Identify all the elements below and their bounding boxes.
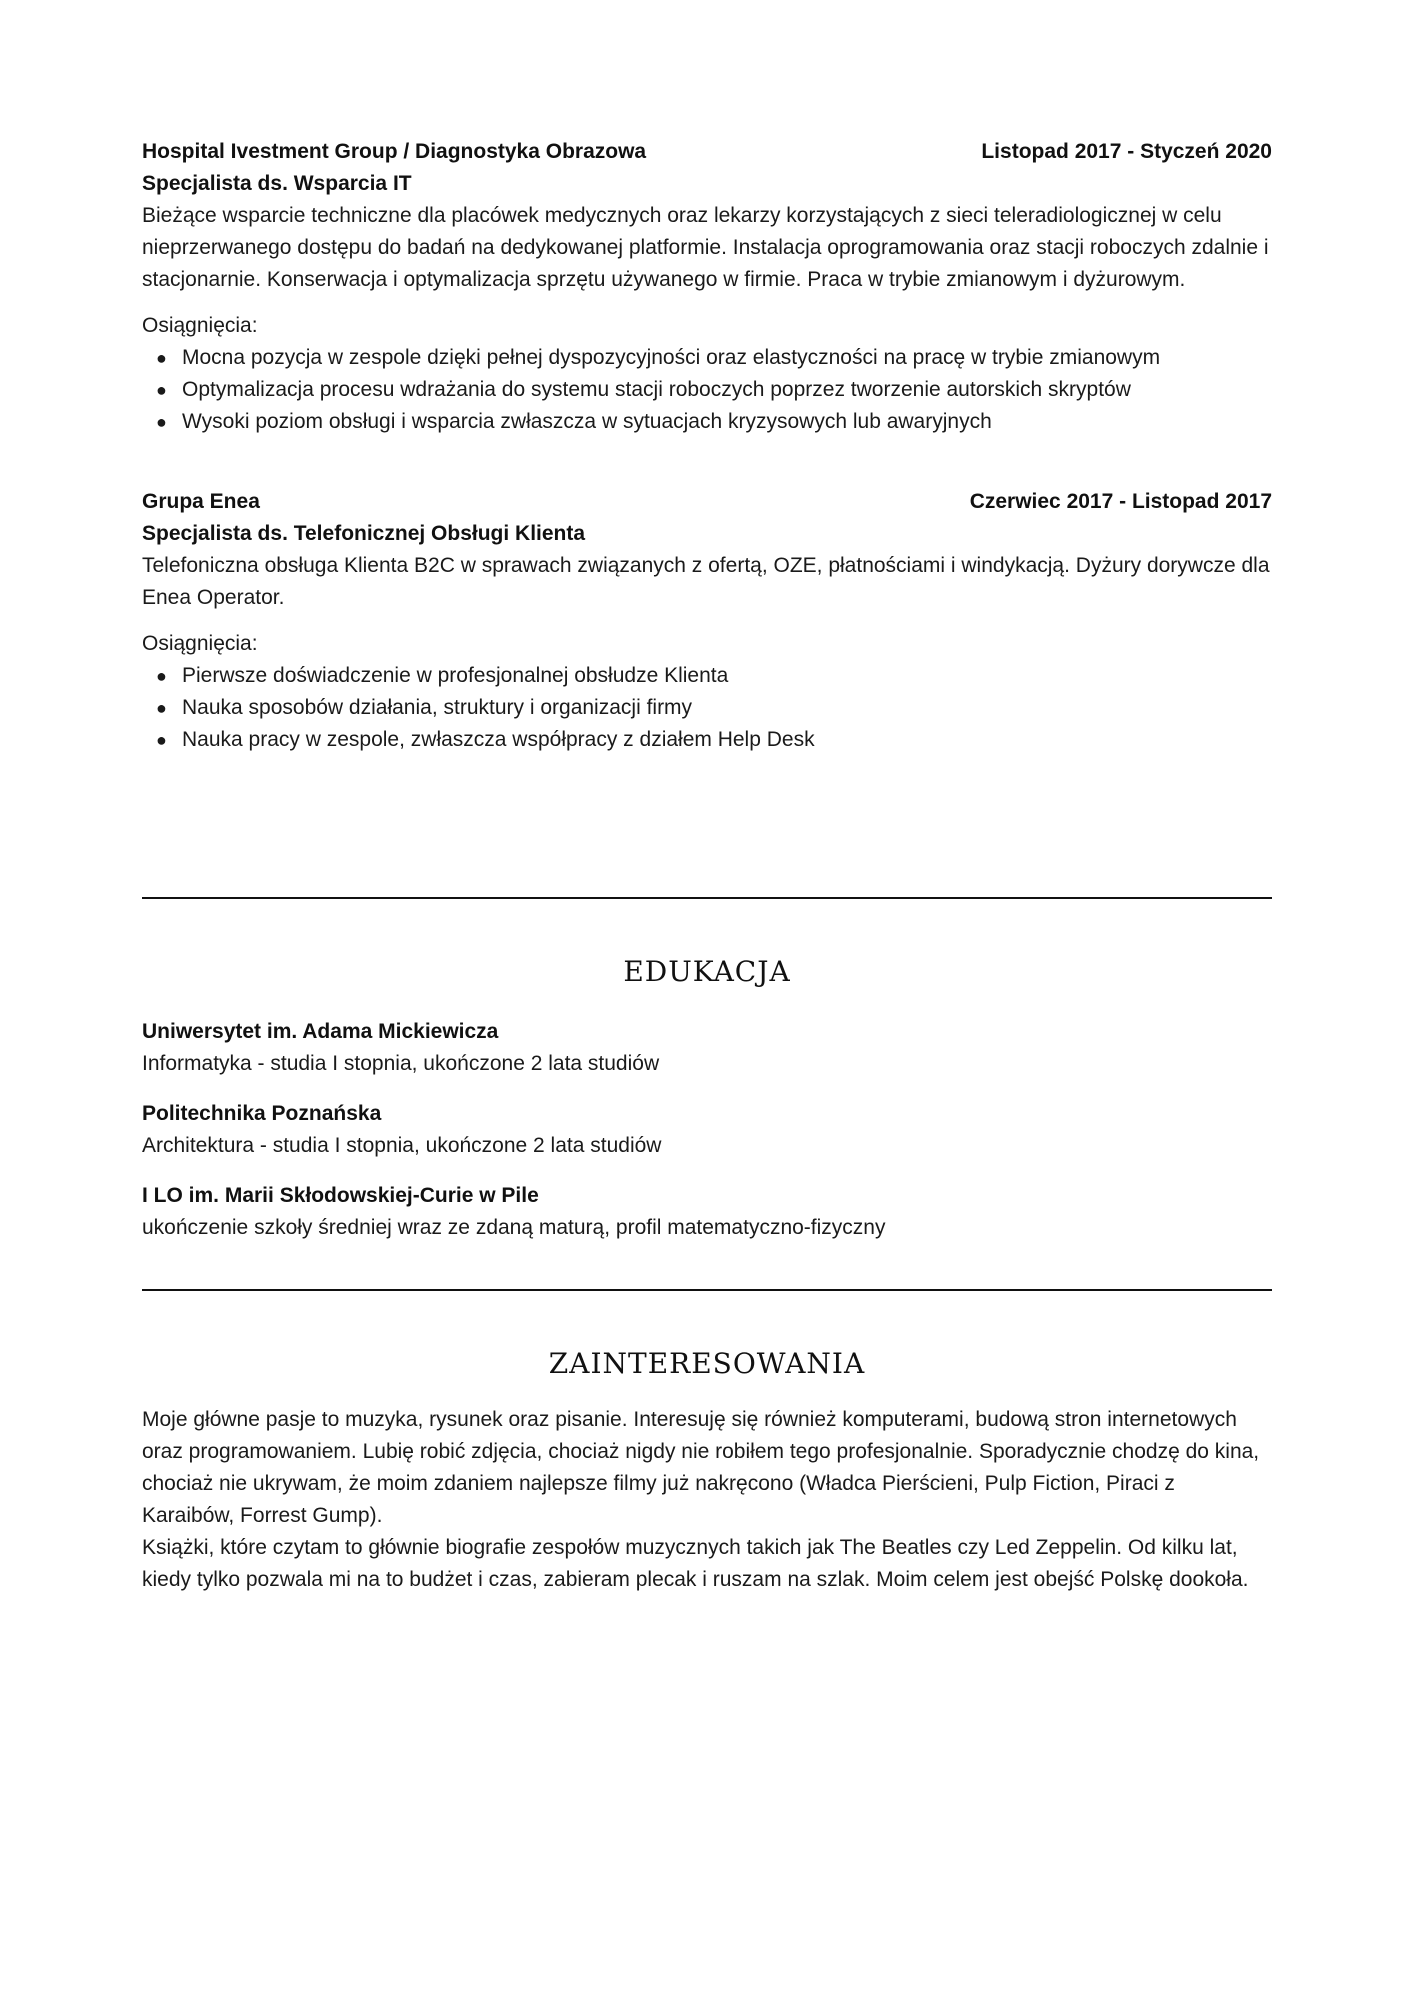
job-description: Telefoniczna obsługa Klienta B2C w sprawach związanych z ofertą, OZE, płatnościami i windykacją. Dyżury dorywcze dla Enea Operator. xyxy=(142,554,1270,609)
education-item xyxy=(142,1180,1272,1244)
section-divider xyxy=(142,897,1272,899)
interests-section xyxy=(142,1404,1272,1596)
job-dates: Czerwiec 2017 - Listopad 2017 xyxy=(969,490,1272,513)
school-name: I LO im. Marii Skłodowskiej-Curie w Pile xyxy=(142,1184,539,1207)
school-name: Politechnika Poznańska xyxy=(142,1102,382,1125)
education-heading: EDUKACJA xyxy=(623,955,791,988)
school-description: Architektura - studia I stopnia, ukończone 2 lata studiów xyxy=(142,1134,662,1157)
experience-section xyxy=(142,136,1272,756)
education-item xyxy=(142,1098,1272,1162)
achievement-item: ● Optymalizacja procesu wdrażania do systemu stacji roboczych poprzez tworzenie autorskich skryptów xyxy=(182,374,1272,406)
school-description: Informatyka - studia I stopnia, ukończone 2 lata studiów xyxy=(142,1052,660,1075)
bullet-icon: ● xyxy=(156,698,167,718)
bullet-icon: ● xyxy=(156,348,167,368)
job-title: Specjalista ds. Telefonicznej Obsługi Klienta xyxy=(142,522,586,545)
bullet-icon: ● xyxy=(156,412,167,432)
education-section xyxy=(142,1016,1272,1244)
achievements-label: Osiągnięcia: xyxy=(142,314,258,337)
job-entry xyxy=(142,486,1272,756)
achievement-item: ● Nauka sposobów działania, struktury i organizacji firmy xyxy=(182,692,1272,724)
achievement-item: ● Wysoki poziom obsługi i wsparcia zwłaszcza w sytuacjach kryzysowych lub awaryjnych xyxy=(182,406,1272,438)
job-description: Bieżące wsparcie techniczne dla placówek medycznych oraz lekarzy korzystających z sieci teleradiologicznej w celu nieprzerwanego dostępu do badań na dedykowanej platformie. Instalacja oprogramowania oraz stacji roboczych zdalnie i stacjonarnie. Konserwacja i optymalizacja sprzętu używanego w firmie. Praca w trybie zmianowym i dyżurowym. xyxy=(142,204,1269,291)
company-name: Grupa Enea xyxy=(142,490,260,513)
job-entry xyxy=(142,136,1272,438)
job-title: Specjalista ds. Wsparcia IT xyxy=(142,172,412,195)
achievements-list xyxy=(142,660,1272,756)
school-description: ukończenie szkoły średniej wraz ze zdaną maturą, profil matematyczno-fizyczny xyxy=(142,1216,886,1239)
bullet-icon: ● xyxy=(156,730,167,750)
interests-paragraph: Moje główne pasje to muzyka, rysunek oraz pisanie. Interesuję się również komputerami, budową stron internetowych oraz programowaniem. Lubię robić zdjęcia, chociaż nigdy nie robiłem tego profesjonalnie. Sporadycznie chodzę do kina, chociaż nie ukrywam, że moim zdaniem najlepsze filmy już nakręcono (Władca Pierścieni, Pulp Fiction, Piraci z Karaibów, Forrest Gump). xyxy=(142,1408,1260,1527)
achievements-label: Osiągnięcia: xyxy=(142,632,258,655)
education-item xyxy=(142,1016,1272,1080)
bullet-icon: ● xyxy=(156,666,167,686)
section-divider xyxy=(142,1289,1272,1291)
interests-paragraph: Książki, które czytam to głównie biografie zespołów muzycznych takich jak The Beatles czy Led Zeppelin. Od kilku lat, kiedy tylko pozwala mi na to budżet i czas, zabieram plecak i ruszam na szlak. Moim celem jest obejść Polskę dookoła. xyxy=(142,1536,1249,1591)
job-header xyxy=(142,486,1272,518)
bullet-icon: ● xyxy=(156,380,167,400)
achievement-item: ● Nauka pracy w zespole, zwłaszcza współpracy z działem Help Desk xyxy=(182,724,1272,756)
job-dates: Listopad 2017 - Styczeń 2020 xyxy=(981,140,1272,163)
achievements-list xyxy=(142,342,1272,438)
interests-heading: ZAINTERESOWANIA xyxy=(548,1347,866,1380)
job-header xyxy=(142,136,1272,168)
company-name: Hospital Ivestment Group / Diagnostyka Obrazowa xyxy=(142,140,647,163)
school-name: Uniwersytet im. Adama Mickiewicza xyxy=(142,1020,499,1043)
achievement-item: ● Pierwsze doświadczenie w profesjonalnej obsłudze Klienta xyxy=(182,660,1272,692)
achievement-item: ● Mocna pozycja w zespole dzięki pełnej dyspozycyjności oraz elastyczności na pracę w trybie zmianowym xyxy=(182,342,1272,374)
